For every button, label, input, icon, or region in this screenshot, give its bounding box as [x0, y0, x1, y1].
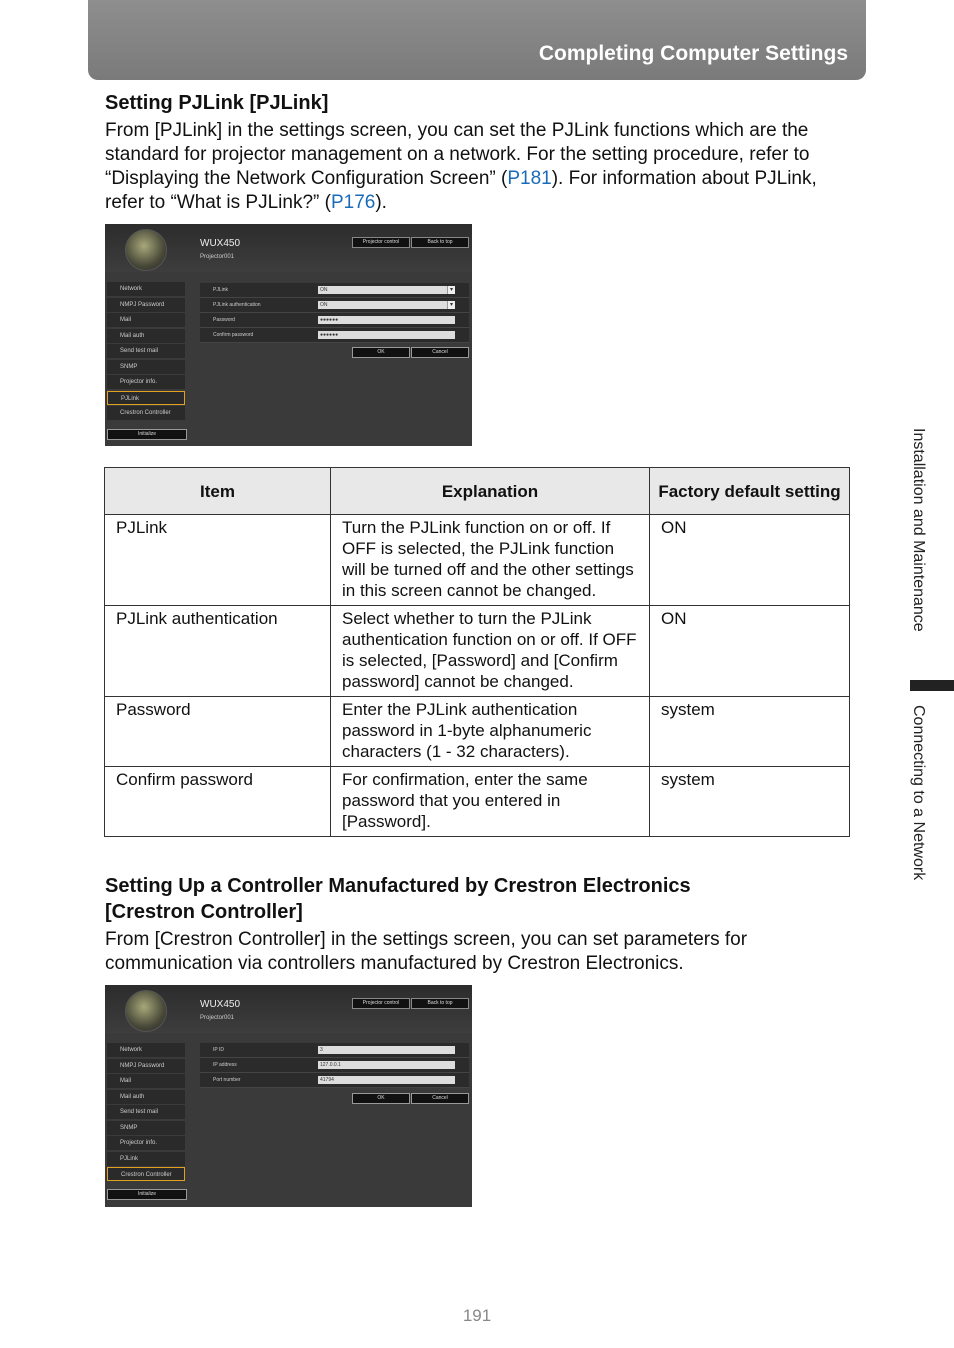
crestron-settings-screenshot — [105, 985, 472, 1207]
crestron-intro-paragraph: From [Crestron Controller] in the settings screen, you can set parameters for communication via controllers manufactured by Crestron Electronics. — [105, 929, 748, 974]
field-label: PJLink authentication — [213, 302, 261, 308]
cell-item: Password — [105, 697, 331, 767]
confirm-password-input[interactable]: ●●●●●● — [318, 331, 455, 339]
menu-item-crestron-controller[interactable]: Crestron Controller — [107, 1167, 185, 1181]
crestron-form — [200, 1043, 469, 1088]
field-label: IP address — [213, 1062, 237, 1068]
projector-logo-icon — [125, 229, 167, 271]
menu-item-send-test-mail[interactable]: Send test mail — [107, 1105, 185, 1119]
cell-default: ON — [650, 606, 850, 697]
form-row — [200, 1043, 469, 1058]
cancel-button[interactable]: Cancel — [411, 1093, 469, 1104]
field-label: Port number — [213, 1077, 241, 1083]
projector-name: Projector001 — [200, 1015, 235, 1021]
cell-default: system — [650, 697, 850, 767]
initialize-button[interactable]: Initialize — [107, 1189, 187, 1200]
column-header-explanation: Explanation — [331, 468, 650, 515]
side-tab-upper-label: Installation and Maintenance — [910, 428, 927, 632]
page-number: 191 — [462, 1306, 492, 1325]
pjlink-intro-paragraph — [105, 119, 855, 215]
menu-item-mail[interactable]: Mail — [107, 1074, 185, 1088]
menu-item-crestron-controller[interactable]: Crestron Controller — [107, 406, 185, 420]
heading-line-1: Setting Up a Controller Manufactured by Crestron Electronics — [105, 875, 691, 897]
cancel-button[interactable]: Cancel — [411, 347, 469, 358]
table-header-row — [105, 468, 850, 515]
pjlink-form — [200, 283, 469, 343]
section-heading-crestron — [105, 873, 691, 925]
table-row — [105, 697, 850, 767]
port-number-input[interactable]: 41794 — [318, 1076, 455, 1084]
ok-button[interactable]: OK — [352, 347, 410, 358]
table-row — [105, 515, 850, 606]
link-p181[interactable]: P181 — [507, 168, 552, 189]
column-header-item: Item — [105, 468, 331, 515]
projector-logo-icon — [125, 990, 167, 1032]
form-row — [200, 328, 469, 343]
menu-item-projector-info[interactable]: Projector info. — [107, 375, 185, 389]
back-to-top-button[interactable]: Back to top — [411, 998, 469, 1009]
intro-text-a: From [PJLink] in the settings screen, you can set the PJLink functions which are the standard for projector management on a network. For the setting procedure, refer to “Displaying the Network Configuration Screen” ( — [105, 120, 810, 189]
cell-default: system — [650, 767, 850, 837]
cell-item: PJLink authentication — [105, 606, 331, 697]
password-input[interactable]: ●●●●●● — [318, 316, 455, 324]
menu-item-network[interactable]: Network — [107, 282, 185, 296]
ok-button[interactable]: OK — [352, 1093, 410, 1104]
field-label: PJLink — [213, 287, 229, 293]
back-to-top-button[interactable]: Back to top — [411, 237, 469, 248]
cell-explanation: Turn the PJLink function on or off. If OFF is selected, the PJLink function will be turned off and the other settings in this screen cannot be changed. — [331, 515, 650, 606]
model-name: WUX450 — [200, 999, 241, 1010]
menu-item-network[interactable]: Network — [107, 1043, 185, 1057]
side-tab-marker — [910, 680, 954, 691]
menu-item-nmpj-password[interactable]: NMPJ Password — [107, 1059, 185, 1073]
form-row — [200, 298, 469, 313]
link-p176[interactable]: P176 — [330, 192, 376, 213]
table-row — [105, 606, 850, 697]
cell-default: ON — [650, 515, 850, 606]
side-tab-lower-label: Connecting to a Network — [910, 705, 927, 881]
menu-item-mail-auth[interactable]: Mail auth — [107, 329, 185, 343]
model-name: WUX450 — [200, 238, 241, 249]
field-label: Password — [213, 317, 235, 323]
ip-address-input[interactable]: 127.0.0.1 — [318, 1061, 455, 1069]
pjlink-settings-screenshot — [105, 224, 472, 446]
section-heading-pjlink: Setting PJLink [PJLink] — [105, 92, 329, 114]
intro-text-c: ). — [375, 192, 387, 213]
header-title: Completing Computer Settings — [538, 42, 848, 65]
initialize-button[interactable]: Initialize — [107, 429, 187, 440]
cell-explanation: Select whether to turn the PJLink authentication function on or off. If OFF is selected, [Password] and [Confirm password] cannot be changed. — [331, 606, 650, 697]
menu-item-snmp[interactable]: SNMP — [107, 1121, 185, 1135]
table-row — [105, 767, 850, 837]
page-header — [88, 0, 866, 80]
heading-line-2: [Crestron Controller] — [105, 901, 303, 923]
form-row — [200, 313, 469, 328]
pjlink-settings-table — [104, 467, 850, 837]
field-label: IP ID — [213, 1047, 225, 1053]
cell-explanation: For confirmation, enter the same password that you entered in [Password]. — [331, 767, 650, 837]
projector-control-button[interactable]: Projector control — [352, 237, 410, 248]
intro-text-b: ). For information about PJLink, refer to “What is PJLink?” ( — [105, 168, 817, 213]
projector-name: Projector001 — [200, 254, 235, 260]
cell-item: PJLink — [105, 515, 331, 606]
menu-item-projector-info[interactable]: Projector info. — [107, 1136, 185, 1150]
pjlink-select[interactable]: ON ▾ — [318, 286, 455, 294]
projector-control-button[interactable]: Projector control — [352, 998, 410, 1009]
cell-item: Confirm password — [105, 767, 331, 837]
cell-explanation: Enter the PJLink authentication password in 1-byte alphanumeric characters (1 - 32 characters). — [331, 697, 650, 767]
menu-item-pjlink[interactable]: PJLink — [107, 391, 185, 405]
pjlink-auth-select[interactable]: ON ▾ — [318, 301, 455, 309]
field-label: Confirm password — [213, 332, 254, 338]
menu-item-mail[interactable]: Mail — [107, 313, 185, 327]
menu-item-nmpj-password[interactable]: NMPJ Password — [107, 298, 185, 312]
menu-item-snmp[interactable]: SNMP — [107, 360, 185, 374]
ip-id-input[interactable]: 3 — [318, 1046, 455, 1054]
column-header-default: Factory default setting — [650, 468, 850, 515]
settings-menu — [107, 282, 185, 422]
menu-item-mail-auth[interactable]: Mail auth — [107, 1090, 185, 1104]
menu-item-send-test-mail[interactable]: Send test mail — [107, 344, 185, 358]
settings-menu — [107, 1043, 185, 1183]
form-row — [200, 283, 469, 298]
form-row — [200, 1058, 469, 1073]
form-row — [200, 1073, 469, 1088]
menu-item-pjlink[interactable]: PJLink — [107, 1152, 185, 1166]
